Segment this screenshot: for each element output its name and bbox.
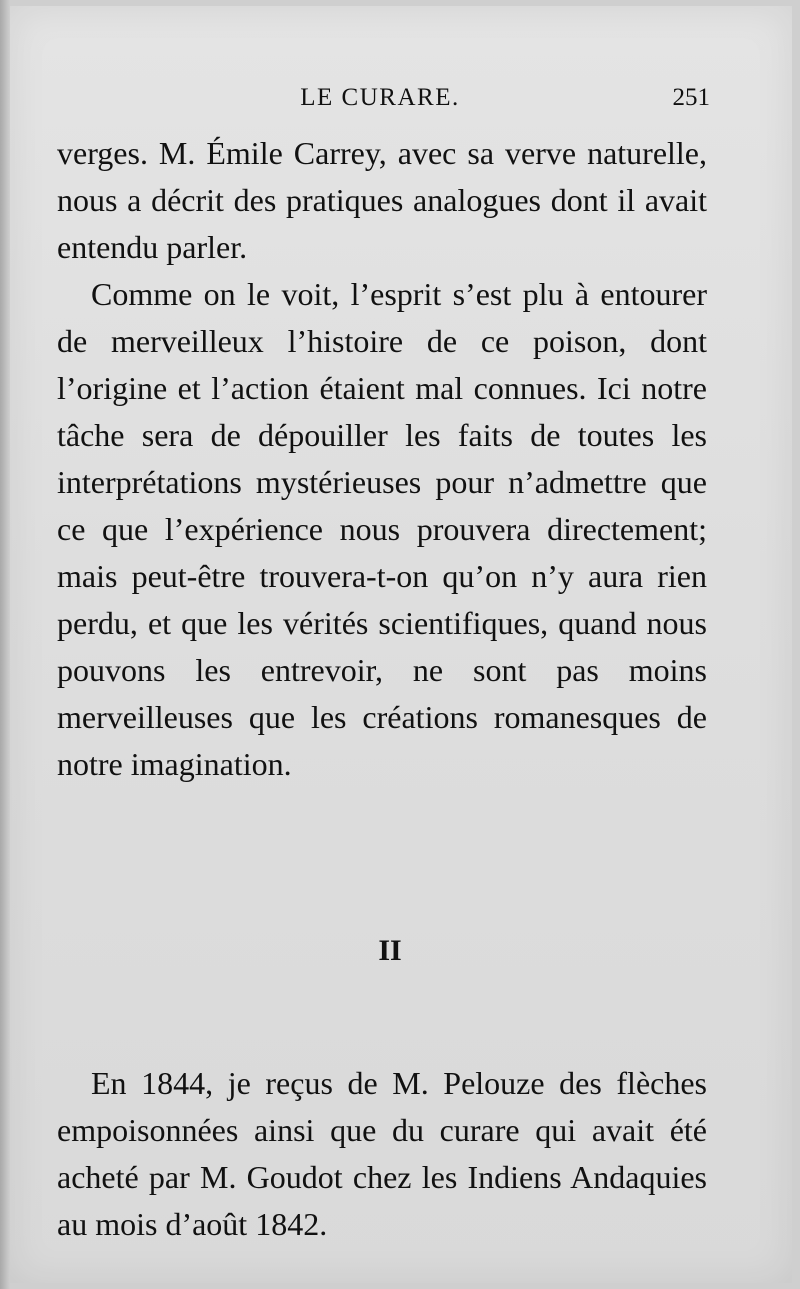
running-head: LE CURARE. — [300, 84, 460, 111]
page-header — [50, 84, 710, 124]
body-text — [57, 130, 707, 788]
section-paragraph: En 1844, je reçus de M. Pelouze des flèches empoisonnées ainsi que du curare qui avait été acheté par M. Goudot chez les Indiens Andaquies au mois d’août 1842. — [57, 1065, 707, 1242]
section-text — [57, 1060, 707, 1248]
section-heading: II — [378, 934, 402, 967]
page-number: 251 — [672, 84, 710, 111]
paragraph-main: Comme on le voit, l’esprit s’est plu à entourer de merveilleux l’histoire de ce poison, dont l’origine et l’action étaient mal connues. Ici notre tâche sera de dépouiller les faits de toutes les interprétations mystérieuses pour n’admettre que ce que l’expérience nous prouvera directement; mais peut-être trouvera-t-on qu’on n’y aura rien perdu, et que les vérités scientifiques, quand nous pouvons les entrevoir, ne sont pas moins merveilleuses que les créations romanesques de notre imagination. — [57, 276, 707, 782]
paragraph-continuation: verges. M. Émile Carrey, avec sa verve naturelle, nous a décrit des pratiques analogues dont il avait entendu parler. — [57, 135, 707, 265]
page-gutter-shadow — [0, 0, 10, 1289]
book-page — [10, 6, 792, 1283]
